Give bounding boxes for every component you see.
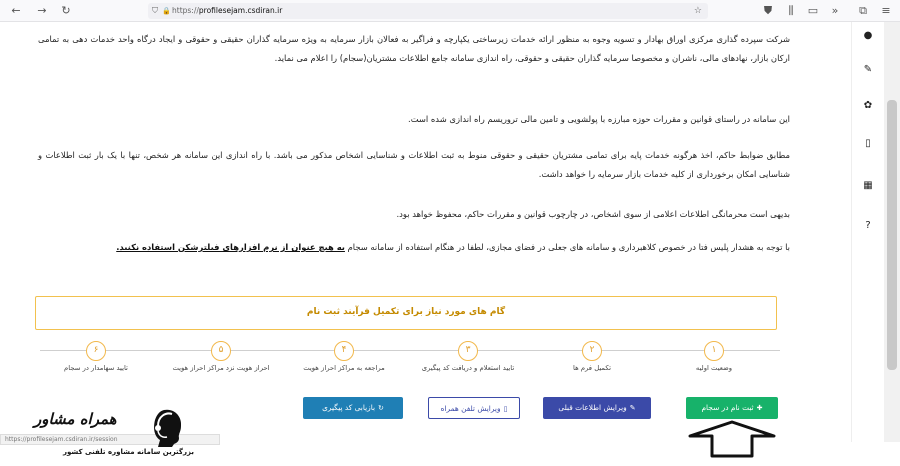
step-5-circle: ۵: [211, 341, 231, 361]
address-bar[interactable]: [148, 3, 708, 19]
url-host: profilesejam.csdiran.ir: [198, 6, 283, 15]
warning-emphasis: به هیچ عنوان از نرم افزارهای فیلترشکن استفاده نکنید.: [116, 242, 345, 252]
step-3-label: تایید استعلام و دریافت کد پیگیری: [421, 364, 515, 372]
up-arrow-annotation-icon: [688, 420, 776, 458]
phone-icon[interactable]: ▯: [865, 138, 871, 149]
step-3-circle: ۳: [458, 341, 478, 361]
step-6-circle: ۶: [86, 341, 106, 361]
pocket-icon[interactable]: ⛊: [763, 4, 773, 17]
library-icon[interactable]: ⫼: [788, 4, 794, 17]
step-5-label: احراز هویت نزد مراکز احراز هویت: [172, 364, 270, 372]
extensions-icon[interactable]: ⧉: [859, 4, 867, 17]
headset-person-icon: [150, 406, 186, 448]
lock-icon[interactable]: 🔒: [162, 7, 171, 15]
status-bar-url: https://profilesejam.csdiran.ir/session: [0, 434, 220, 445]
browser-toolbar: [0, 0, 900, 22]
intro-paragraph: شرکت سپرده گذاری مرکزی اوراق بهادار و تسویه وجوه به منظور ارائه خدمات زیرساختی یکپارچه و فراگیر به فعالان بازار سرمایه به ویژه سرمایه گذاران حقیقی و حقوقی و ایجاد درگاه واحد خدمات دهی به تمامی ارکان بازار، نهادهای مالی، ناشران و مخصوصا سرمایه گذاران حقیقی و حقوقی، راه اندازی سامانه جامع اطلاعات مشتریان(سجام) را اعلام می نماید.: [38, 34, 790, 63]
edit-phone-button[interactable]: ▯ویرایش تلفن همراه: [428, 397, 520, 419]
regulation-paragraph: مطابق ضوابط حاکم، اخذ هرگونه خدمات پایه برای تمامی مشتریان حقیقی و حقوقی منوط به ثبت اطلاعات و شناسایی اشخاص مذکور می باشد. با راه اندازی این سامانه هر شخص، تنها با یک بار ثبت اطلاعات و شناسایی امکان برخورداری از کلیه خدمات بازار سرمایه را خواهد داشت.: [38, 150, 790, 179]
step-4-circle: ۴: [334, 341, 354, 361]
bookmark-star-icon[interactable]: ☆: [693, 6, 702, 16]
step-6-label: تایید سهامدار در سجام: [64, 364, 128, 372]
step-2-circle: ۲: [582, 341, 602, 361]
edit-icon: ✎: [629, 404, 636, 412]
user-icon[interactable]: ●: [863, 30, 873, 41]
mobile-icon: ▯: [503, 405, 508, 413]
step-4-label: مراجعه به مراکز احراز هویت: [303, 364, 385, 372]
edit-icon[interactable]: ✎: [863, 64, 873, 75]
register-button[interactable]: ✚ثبت نام در سجام: [686, 397, 778, 419]
refresh-icon: ↻: [378, 404, 384, 412]
main-content: [30, 22, 790, 442]
watermark-logo: [4, 404, 194, 464]
calculator-icon[interactable]: ▦: [863, 180, 873, 191]
warning-text: با توجه به هشدار پلیس فتا در خصوص کلاهبرداری و سامانه های جعلی در فضای مجازی، لطفا در هنگام استفاده از سامانه سجام: [344, 242, 790, 252]
back-icon[interactable]: ←: [11, 4, 21, 17]
track-code-button[interactable]: ↻بازیابی کد پیگیری: [303, 397, 403, 419]
reload-icon[interactable]: ↻: [61, 4, 71, 17]
edit-info-button[interactable]: ✎ویرایش اطلاعات قبلی: [543, 397, 651, 419]
warning-paragraph: [38, 238, 790, 257]
user-plus-icon: ✚: [756, 404, 763, 412]
help-icon[interactable]: ?: [865, 220, 871, 231]
reader-icon[interactable]: ▭: [807, 4, 819, 17]
overflow-icon[interactable]: »: [831, 4, 839, 17]
forward-icon[interactable]: →: [37, 4, 47, 17]
settings-icon[interactable]: ✿: [863, 100, 873, 111]
step-2-label: تکمیل فرم ها: [573, 364, 611, 372]
scrollbar-thumb[interactable]: [887, 100, 897, 370]
steps-title: گام های مورد نیاز برای تکمیل فرآیند ثبت نام: [306, 307, 506, 317]
shield-icon[interactable]: ⛉: [152, 6, 158, 15]
aml-paragraph: این سامانه در راستای قوانین و مقررات حوزه مبارزه با پولشویی و تامین مالی تروریسم راه اندازی شده است.: [408, 114, 790, 124]
menu-icon[interactable]: ≡: [881, 4, 891, 17]
step-1-circle: ۱: [704, 341, 724, 361]
side-toolbar: [851, 22, 883, 442]
privacy-paragraph: بدیهی است محرمانگی اطلاعات اعلامی از سوی اشخاص، در چارچوب قوانین و مقررات حاکم، محفوظ خواهد بود.: [396, 209, 790, 219]
steps-progress-line: [40, 350, 780, 351]
url-scheme: https://: [172, 6, 199, 15]
steps-title-box: [35, 296, 777, 330]
step-1-label: وضعیت اولیه: [695, 364, 733, 372]
watermark-subtitle: بزرگترین سامانه مشاوره تلفنی کشور: [63, 448, 194, 456]
watermark-title: همراه مشاور: [34, 410, 117, 428]
